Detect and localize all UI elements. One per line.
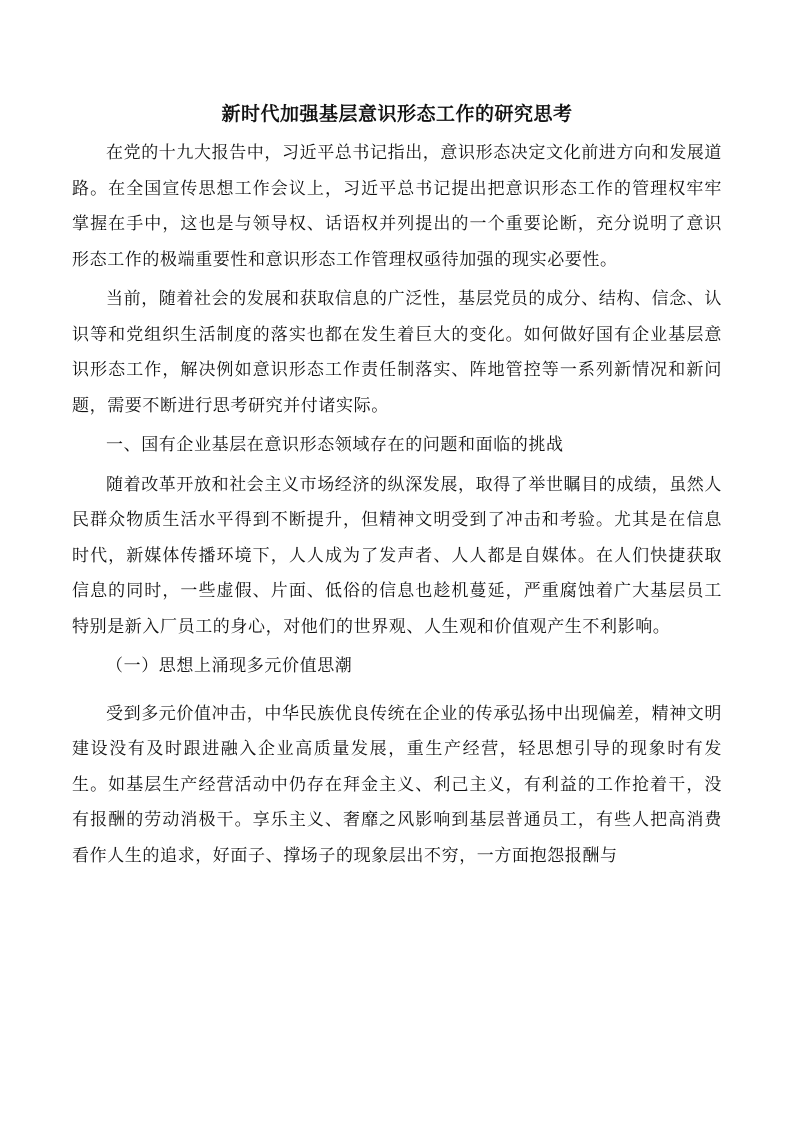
subsection-paragraph-1: 受到多元价值冲击，中华民族优良传统在企业的传承弘扬中出现偏差，精神文明建设没有及时跟进融入企业高质量发展，重生产经营，轻思想引导的现象时有发生。如基层生产经营活动中仍存在拜金主义、利己主义，有利益的工作抢着干，没有报酬的劳动消极干。享乐主义、奢靡之风影响到基层普通员工，有些人把高消费看作人生的追求，好面子、撑场子的现象层出不穷，一方面抱怨报酬与 (72, 703, 722, 866)
intro-paragraph-2: 当前，随着社会的发展和获取信息的广泛性，基层党员的成分、结构、信念、认识等和党组织生活制度的落实也都在发生着巨大的变化。如何做好国有企业基层意识形态工作，解决例如意识形态工作责任制落实、阵地管控等一系列新情况和新问题，需要不断进行思考研究并付诸实际。 (72, 289, 722, 416)
document-page (72, 98, 722, 878)
section-heading-1: 一、国有企业基层在意识形态领域存在的问题和面临的挑战 (106, 435, 564, 455)
document-title: 新时代加强基层意识形态工作的研究思考 (221, 103, 573, 125)
intro-paragraph-1: 在党的十九大报告中，习近平总书记指出，意识形态决定文化前进方向和发展道路。在全国宣传思想工作会议上，习近平总书记提出把意识形态工作的管理权牢牢掌握在手中，这也是与领导权、话语权并列提出的一个重要论断，充分说明了意识形态工作的极端重要性和意识形态工作管理权亟待加强的现实必要性。 (72, 143, 722, 270)
subsection-heading-1: （一）思想上涌现多元价值思潮 (106, 656, 353, 676)
section-paragraph-1: 随着改革开放和社会主义市场经济的纵深发展，取得了举世瞩目的成绩，虽然人民群众物质生活水平得到不断提升，但精神文明受到了冲击和考验。尤其是在信息时代，新媒体传播环境下，人人成为了发声者、人人都是自媒体。在人们快捷获取信息的同时，一些虚假、片面、低俗的信息也趁机蔓延，严重腐蚀着广大基层员工特别是新入厂员工的身心，对他们的世界观、人生观和价值观产生不利影响。 (72, 474, 722, 637)
